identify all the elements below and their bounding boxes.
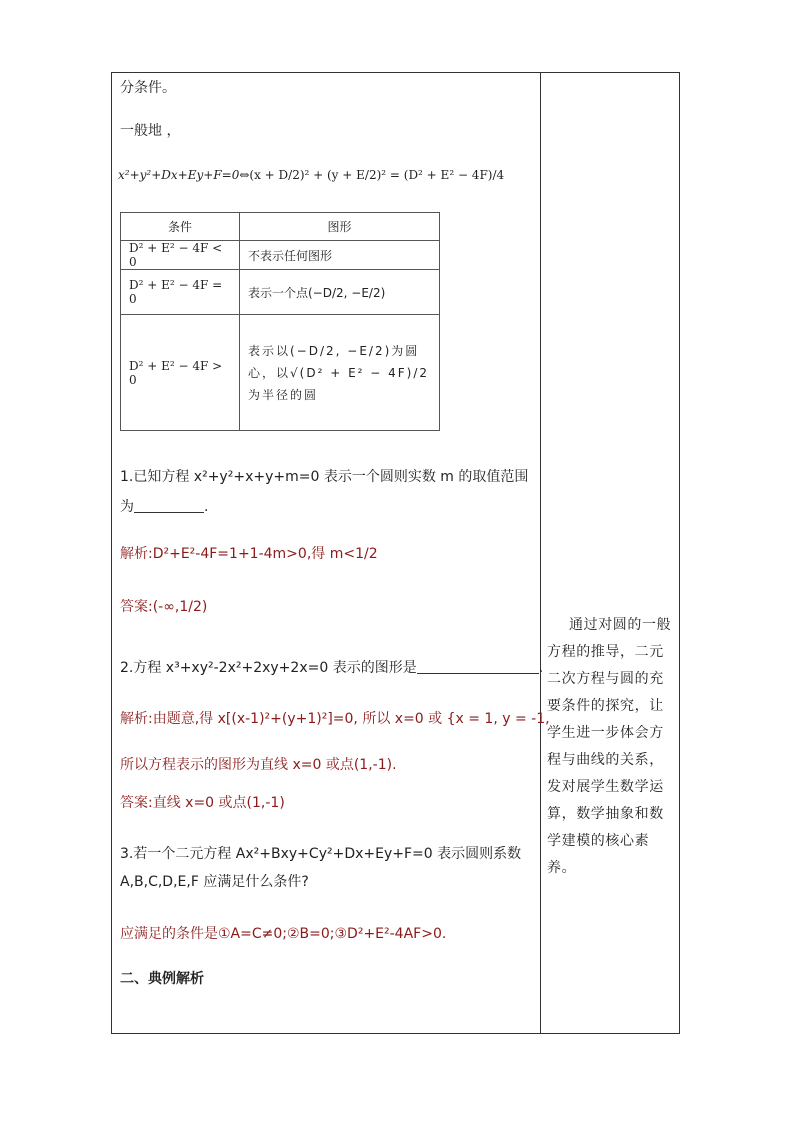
shape-cell: 表示以(−D/2, −E/2)为圆心，以√(D² + E² − 4F)/2为半径的圆: [240, 315, 440, 431]
q1-answer: [120, 598, 207, 616]
q2-answer-blank[interactable]: [417, 659, 539, 674]
q2-analysis: 解析:由题意,得 x[(x-1)²+(y+1)²]=0, 所以 x=0 或 {x = 1, y = -1,: [120, 711, 550, 727]
section-heading: 二、典例解析: [120, 971, 204, 987]
general-equation-rhs: (x + D/2)² + (y + E/2)² = (D² + E² − 4F)/4: [249, 168, 505, 182]
shape-cell: 不表示任何图形: [240, 241, 440, 270]
table-row: [121, 315, 440, 431]
intro-line-1: 分条件。: [120, 80, 176, 96]
intro-line-2: 一般地 ，: [120, 123, 181, 139]
q1-answer-label: 答案:: [120, 599, 153, 615]
q3-answer: 应满足的条件是①A=C≠0;②B=0;③D²+E²-4AF>0.: [120, 926, 447, 942]
table-header-row: [121, 213, 440, 241]
q2-answer: 答案:直线 x=0 或点(1,-1): [120, 795, 285, 811]
general-equation-lhs: x²+y²+Dx+Ey+F=0⇔: [118, 168, 250, 182]
q1-analysis: 解析:D²+E²-4F=1+1-4m>0,得 m<1/2: [120, 546, 378, 562]
q2-conclusion: 所以方程表示的图形为直线 x=0 或点(1,-1).: [120, 757, 397, 773]
condition-cell: D² + E² − 4F > 0: [121, 315, 240, 431]
q2-text: 2.方程 x³+xy²-2x²+2xy+2x=0 表示的图形是 .: [120, 660, 544, 676]
table-row: [121, 270, 440, 315]
q2-question: 2.方程 x³+xy²-2x²+2xy+2x=0 表示的图形是: [120, 660, 417, 676]
side-note-text: 通过对圆的一般方程的推导，二元二次方程与圆的充要条件的探究，让学生进一步体会方程与曲线的关系，发对展学生数学运算，数学抽象和数学建模的核心素养。: [547, 617, 672, 876]
shape-cell: 表示一个点(−D/2, −E/2): [240, 270, 440, 315]
q1-blank-label: 为: [120, 499, 134, 515]
q3-text-b: A,B,C,D,E,F 应满足什么条件?: [120, 874, 309, 890]
column-divider: [540, 72, 541, 1034]
condition-table: [120, 212, 440, 431]
q1-text-b: 为 .: [120, 499, 209, 515]
header-shape: 图形: [240, 213, 440, 241]
q1-answer-blank[interactable]: [134, 498, 204, 513]
header-condition: 条件: [121, 213, 240, 241]
q1-text: 1.已知方程 x²+y²+x+y+m=0 表示一个圆则实数 m 的取值范围: [120, 469, 529, 485]
q3-text: 3.若一个二元方程 Ax²+Bxy+Cy²+Dx+Ey+F=0 表示圆则系数: [120, 846, 522, 862]
q1-answer-value: (-∞,1/2): [152, 599, 208, 615]
side-note: [547, 612, 675, 882]
general-equation: [118, 166, 504, 184]
table-row: [121, 241, 440, 270]
condition-cell: D² + E² − 4F < 0: [121, 241, 240, 270]
condition-cell: D² + E² − 4F = 0: [121, 270, 240, 315]
